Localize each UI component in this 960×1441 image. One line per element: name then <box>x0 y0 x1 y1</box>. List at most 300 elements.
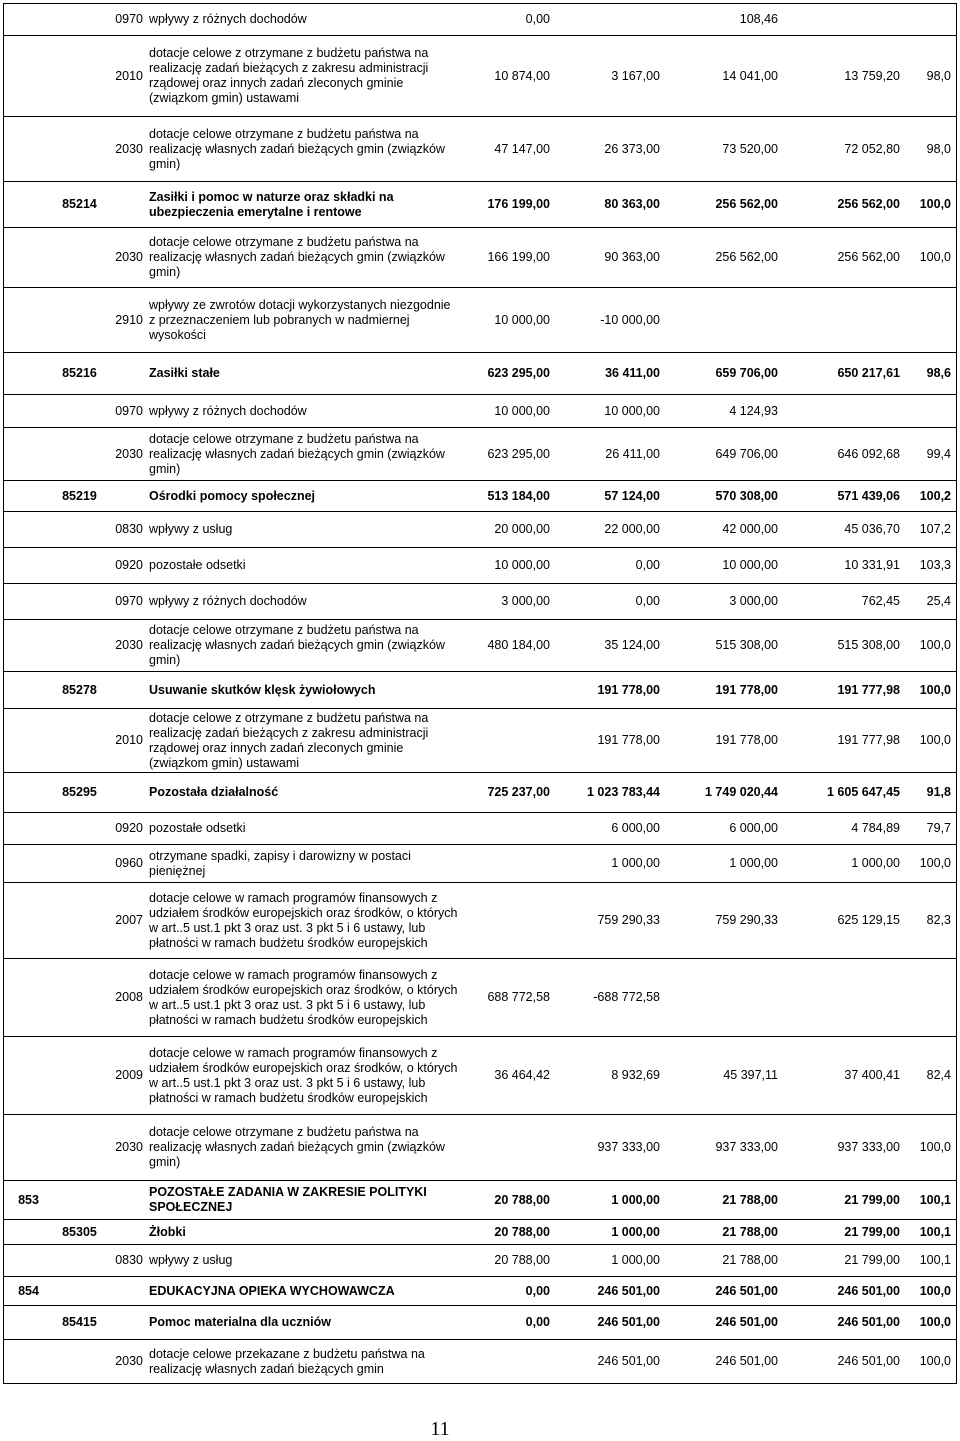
table-row <box>3 1276 957 1305</box>
cell-n3: 191 778,00 <box>715 682 778 697</box>
cell-roz: 85305 <box>62 1224 97 1239</box>
cell-n3: 937 333,00 <box>715 1140 778 1154</box>
table-row <box>3 480 957 511</box>
cell-n2: 26 373,00 <box>604 141 660 156</box>
cell-desc <box>149 395 459 427</box>
cell-n1: 480 184,00 <box>487 638 550 652</box>
cell-roz <box>53 813 106 844</box>
cell-n4: 625 129,15 <box>837 913 900 927</box>
cell-par <box>106 1277 143 1305</box>
cell-n4: 256 562,00 <box>837 250 900 264</box>
description-text: wpływy z różnych dochodów <box>149 12 307 26</box>
cell-n2: 0,00 <box>635 558 660 572</box>
cell-desc <box>149 959 459 1036</box>
cell-n3: 246 501,00 <box>715 1315 778 1329</box>
cell-n1: 10 874,00 <box>494 68 550 83</box>
cell-n1: 10 000,00 <box>494 558 550 572</box>
description-text: dotacje celowe w ramach programów finansowych z udziałem środków europejskich oraz środków, o których w art..5 ust.1 pkt 3 oraz ust. 3 pkt 5 i 6 ustawy, lub płatności w ramach budżetu środków europejskich <box>149 967 458 1027</box>
table-row <box>3 812 957 844</box>
cell-n2: 1 000,00 <box>611 1224 660 1239</box>
cell-desc <box>149 1220 459 1244</box>
cell-par: 2009 <box>115 1068 143 1082</box>
cell-n5: 100,1 <box>919 1253 951 1267</box>
cell-n2: 246 501,00 <box>597 1283 660 1298</box>
description-text: Ośrodki pomocy społecznej <box>149 488 316 503</box>
cell-n2: 1 000,00 <box>611 1192 660 1207</box>
description-text: dotacje celowe przekazane z budżetu państwa na realizację własnych zadań bieżących gmin <box>149 1346 425 1376</box>
cell-n4 <box>778 288 900 352</box>
table-row <box>3 3 957 35</box>
table-row <box>3 287 957 352</box>
cell-roz <box>53 288 106 352</box>
cell-n5: 25,4 <box>926 594 951 608</box>
cell-n4: 10 331,91 <box>844 558 900 572</box>
cell-n5: 100,0 <box>919 1315 951 1329</box>
cell-desc <box>149 672 459 708</box>
cell-n3: 45 397,11 <box>723 1068 778 1082</box>
cell-n3: 3 000,00 <box>729 594 778 608</box>
cell-dz: 853 <box>18 1192 39 1207</box>
cell-n4: 13 759,20 <box>844 68 900 83</box>
cell-n1: 10 000,00 <box>494 312 550 327</box>
description-text: dotacje celowe w ramach programów finansowych z udziałem środków europejskich oraz środków, o których w art..5 ust.1 pkt 3 oraz ust. 3 pkt 5 i 6 ustawy, lub płatności w ramach budżetu środków europejskich <box>149 890 458 950</box>
cell-n4: 1 000,00 <box>851 856 900 870</box>
cell-dz <box>4 117 53 181</box>
cell-par <box>106 1306 143 1339</box>
cell-n3: 256 562,00 <box>715 250 778 264</box>
cell-n5 <box>900 288 951 352</box>
cell-n5: 99,4 <box>926 446 951 461</box>
cell-n4 <box>778 395 900 427</box>
cell-n5: 79,7 <box>926 821 951 835</box>
cell-n4: 246 501,00 <box>837 1354 900 1368</box>
table-row <box>3 1305 957 1339</box>
table-row <box>3 181 957 227</box>
cell-par: 0830 <box>115 1253 143 1267</box>
description-text: dotacje celowe otrzymane z budżetu państwa na realizację własnych zadań bieżących gmin (związków gmin) <box>149 431 445 476</box>
cell-roz: 85216 <box>62 366 97 380</box>
cell-n3: 246 501,00 <box>715 1354 778 1368</box>
cell-dz <box>4 4 53 35</box>
cell-n3: 108,46 <box>739 12 778 26</box>
cell-roz <box>53 845 106 882</box>
cell-n5: 100,0 <box>919 1140 951 1154</box>
cell-n5: 82,3 <box>926 913 951 927</box>
cell-n1: 0,00 <box>525 12 550 26</box>
cell-n2: 26 411,00 <box>605 446 660 461</box>
cell-dz <box>4 548 53 583</box>
cell-n4: 191 777,98 <box>837 733 900 747</box>
cell-n3: 649 706,00 <box>715 446 778 461</box>
cell-dz <box>4 709 53 772</box>
cell-n1: 513 184,00 <box>487 488 550 503</box>
cell-n3: 570 308,00 <box>715 488 778 503</box>
cell-n2: 80 363,00 <box>604 197 660 211</box>
cell-par <box>106 672 143 708</box>
cell-n5: 100,1 <box>919 1224 951 1239</box>
table-row <box>3 1219 957 1244</box>
cell-n4 <box>778 4 900 35</box>
cell-n4: 646 092,68 <box>837 446 900 461</box>
table-row <box>3 1339 957 1383</box>
cell-n3: 1 000,00 <box>729 856 778 870</box>
cell-dz <box>4 1340 53 1383</box>
cell-roz <box>53 428 106 480</box>
cell-n4: 246 501,00 <box>837 1283 900 1298</box>
description-text: dotacje celowe z otrzymane z budżetu państwa na realizację zadań bieżących z zakresu administracji rządowej oraz innych zadań zleconych gminie (związkom gmin) ustawami <box>149 710 429 770</box>
cell-par: 0960 <box>115 856 143 870</box>
cell-n4: 72 052,80 <box>844 141 900 156</box>
cell-n2: 6 000,00 <box>611 821 660 835</box>
cell-n4: 37 400,41 <box>844 1068 900 1082</box>
cell-n1 <box>459 845 550 882</box>
cell-roz <box>53 709 106 772</box>
cell-n4: 256 562,00 <box>837 197 900 211</box>
table-row <box>3 394 957 427</box>
cell-n1: 20 788,00 <box>494 1192 550 1207</box>
cell-n1: 0,00 <box>525 1283 550 1298</box>
description-text: otrzymane spadki, zapisy i darowizny w postaci pieniężnej <box>149 848 411 878</box>
cell-par: 0920 <box>115 558 143 572</box>
cell-n5: 100,0 <box>919 250 951 264</box>
cell-desc <box>149 481 459 511</box>
cell-n3: 21 788,00 <box>722 1192 778 1207</box>
cell-n2: 22 000,00 <box>604 522 660 536</box>
cell-n4: 21 799,00 <box>844 1192 900 1207</box>
description-text: wpływy ze zwrotów dotacji wykorzystanych niezgodnie z przeznaczeniem lub pobranych w nadmiernej wysokości <box>149 297 451 342</box>
cell-n5: 100,2 <box>919 488 951 503</box>
cell-n3: 191 778,00 <box>715 733 778 747</box>
cell-n4: 650 217,61 <box>837 366 900 380</box>
cell-par <box>106 182 143 227</box>
cell-n2: 191 778,00 <box>597 733 660 747</box>
table-row <box>3 427 957 480</box>
cell-par: 2008 <box>115 990 143 1004</box>
cell-desc <box>149 1181 459 1219</box>
description-text: dotacje celowe otrzymane z budżetu państwa na realizację własnych zadań bieżących gmin (związków gmin) <box>149 126 445 171</box>
description-text: wpływy z usług <box>149 522 233 536</box>
cell-n3 <box>660 288 778 352</box>
cell-n1: 20 000,00 <box>494 522 550 536</box>
cell-n3 <box>660 959 778 1036</box>
cell-dz <box>4 228 53 287</box>
table-row <box>3 1244 957 1276</box>
cell-n1: 0,00 <box>525 1315 550 1329</box>
cell-n2 <box>550 4 660 35</box>
cell-n2: 1 000,00 <box>611 856 660 870</box>
cell-n5: 107,2 <box>919 522 951 536</box>
cell-n5: 100,0 <box>919 682 951 697</box>
cell-desc <box>149 620 459 671</box>
table-row <box>3 882 957 958</box>
cell-n1 <box>459 1340 550 1383</box>
cell-n3: 246 501,00 <box>715 1283 778 1298</box>
cell-dz <box>4 1037 53 1114</box>
table-row <box>3 227 957 287</box>
cell-n3: 42 000,00 <box>722 522 778 536</box>
cell-roz <box>53 883 106 958</box>
cell-roz <box>53 117 106 181</box>
cell-n2: 90 363,00 <box>604 250 660 264</box>
cell-n5: 100,0 <box>919 1283 951 1298</box>
description-text: EDUKACYJNA OPIEKA WYCHOWAWCZA <box>149 1283 395 1298</box>
cell-desc <box>149 1306 459 1339</box>
cell-roz: 85214 <box>62 197 97 211</box>
cell-desc <box>149 813 459 844</box>
cell-n2: 246 501,00 <box>597 1354 660 1368</box>
cell-n4: 571 439,06 <box>837 488 900 503</box>
cell-n5 <box>900 4 951 35</box>
cell-n2: 57 124,00 <box>604 488 660 503</box>
cell-n5: 100,0 <box>919 856 951 870</box>
cell-n1: 20 788,00 <box>494 1253 550 1267</box>
cell-n4: 21 799,00 <box>844 1253 900 1267</box>
cell-n1: 20 788,00 <box>494 1224 550 1239</box>
cell-dz <box>4 1115 53 1180</box>
cell-n1: 3 000,00 <box>501 594 550 608</box>
cell-n1: 166 199,00 <box>487 250 550 264</box>
cell-desc <box>149 548 459 583</box>
cell-desc <box>149 1037 459 1114</box>
cell-n4: 45 036,70 <box>844 522 900 536</box>
cell-n4: 191 777,98 <box>837 682 900 697</box>
cell-dz <box>4 883 53 958</box>
cell-n1: 623 295,00 <box>487 366 550 380</box>
cell-par: 0830 <box>115 522 143 536</box>
cell-n5: 98,6 <box>926 366 951 380</box>
cell-n1 <box>459 672 550 708</box>
table-row <box>3 619 957 671</box>
cell-roz <box>53 1037 106 1114</box>
cell-roz <box>53 512 106 547</box>
cell-roz <box>53 228 106 287</box>
cell-n1: 176 199,00 <box>487 197 550 211</box>
table-row <box>3 708 957 772</box>
description-text: Zasiłki i pomoc w naturze oraz składki na ubezpieczenia emerytalne i rentowe <box>149 189 394 219</box>
cell-n4: 21 799,00 <box>844 1224 900 1239</box>
table-row <box>3 772 957 812</box>
cell-n5: 82,4 <box>926 1068 951 1082</box>
cell-dz <box>4 620 53 671</box>
cell-desc <box>149 182 459 227</box>
cell-n4: 937 333,00 <box>837 1140 900 1154</box>
cell-par: 2030 <box>115 250 143 264</box>
description-text: pozostałe odsetki <box>149 558 246 572</box>
cell-par: 0920 <box>115 821 143 835</box>
cell-dz <box>4 182 53 227</box>
table-row <box>3 583 957 619</box>
cell-roz <box>53 1277 106 1305</box>
cell-desc <box>149 1245 459 1276</box>
cell-n2: 759 290,33 <box>597 913 660 927</box>
cell-n1 <box>459 1115 550 1180</box>
cell-n3: 14 041,00 <box>722 68 778 83</box>
cell-n3: 21 788,00 <box>722 1224 778 1239</box>
cell-n2: -10 000,00 <box>600 312 660 327</box>
cell-n5: 103,3 <box>919 558 951 572</box>
cell-dz <box>4 36 53 116</box>
cell-roz: 85295 <box>62 785 97 799</box>
cell-par: 2010 <box>115 68 143 83</box>
cell-dz <box>4 959 53 1036</box>
cell-dz <box>4 845 53 882</box>
cell-n1: 623 295,00 <box>487 446 550 461</box>
description-text: Usuwanie skutków klęsk żywiołowych <box>149 682 376 697</box>
cell-dz <box>4 1220 53 1244</box>
cell-desc <box>149 288 459 352</box>
cell-n4 <box>778 959 900 1036</box>
cell-roz <box>53 4 106 35</box>
cell-dz <box>4 512 53 547</box>
description-text: Pomoc materialna dla uczniów <box>149 1315 331 1329</box>
cell-n1 <box>459 883 550 958</box>
cell-n5: 100,0 <box>919 733 951 747</box>
cell-n3: 1 749 020,44 <box>705 785 778 799</box>
cell-roz: 85415 <box>62 1315 97 1329</box>
cell-par <box>106 1220 143 1244</box>
cell-desc <box>149 883 459 958</box>
cell-desc <box>149 4 459 35</box>
description-text: dotacje celowe otrzymane z budżetu państwa na realizację własnych zadań bieżących gmin (związków gmin) <box>149 623 445 667</box>
description-text: wpływy z różnych dochodów <box>149 403 307 418</box>
cell-n5: 100,0 <box>919 638 951 652</box>
cell-n1: 688 772,58 <box>487 990 550 1004</box>
cell-desc <box>149 428 459 480</box>
cell-par: 2030 <box>115 638 143 652</box>
cell-dz <box>4 672 53 708</box>
cell-roz <box>53 1340 106 1383</box>
cell-n2: 10 000,00 <box>604 403 660 418</box>
description-text: dotacje celowe otrzymane z budżetu państwa na realizację własnych zadań bieżących gmin (związków gmin) <box>149 235 445 279</box>
cell-n4: 246 501,00 <box>837 1315 900 1329</box>
cell-n2: -688 772,58 <box>593 990 660 1004</box>
cell-par: 2007 <box>115 913 143 927</box>
cell-n5: 100,0 <box>919 197 951 211</box>
cell-desc <box>149 36 459 116</box>
cell-roz <box>53 1115 106 1180</box>
page-number: 11 <box>430 1418 450 1440</box>
cell-par: 2010 <box>115 733 143 747</box>
cell-desc <box>149 117 459 181</box>
description-text: Zasiłki stałe <box>149 366 220 380</box>
cell-n5: 100,1 <box>919 1192 951 1207</box>
table-row <box>3 511 957 547</box>
cell-n4: 515 308,00 <box>837 638 900 652</box>
cell-n3: 759 290,33 <box>715 913 778 927</box>
cell-desc <box>149 709 459 772</box>
table-bottom-border <box>3 1383 957 1384</box>
cell-n5 <box>900 959 951 1036</box>
description-text: wpływy z usług <box>149 1253 233 1267</box>
cell-dz <box>4 481 53 511</box>
cell-par: 0970 <box>115 12 143 26</box>
cell-n2: 937 333,00 <box>597 1140 660 1154</box>
cell-n3: 256 562,00 <box>715 197 778 211</box>
description-text: POZOSTAŁE ZADANIA W ZAKRESIE POLITYKI SPOŁECZNEJ <box>149 1185 427 1214</box>
cell-n1: 36 464,42 <box>494 1068 550 1082</box>
cell-n2: 3 167,00 <box>611 68 660 83</box>
description-text: dotacje celowe z otrzymane z budżetu państwa na realizację zadań bieżących z zakresu administracji rządowej oraz innych zadań zleconych gminie (związkom gmin) ustawami <box>149 46 429 105</box>
cell-par: 2910 <box>115 312 143 327</box>
cell-desc <box>149 1277 459 1305</box>
cell-n2: 246 501,00 <box>597 1315 660 1329</box>
table-row <box>3 1036 957 1114</box>
cell-n3: 4 124,93 <box>729 403 778 418</box>
cell-dz <box>4 1306 53 1339</box>
table-row <box>3 958 957 1036</box>
table-row <box>3 844 957 882</box>
cell-n4: 4 784,89 <box>851 821 900 835</box>
cell-dz <box>4 773 53 812</box>
cell-dz: 854 <box>18 1283 39 1298</box>
cell-par: 0970 <box>115 403 143 418</box>
cell-dz <box>4 395 53 427</box>
cell-n5: 98,0 <box>926 141 951 156</box>
cell-n2: 8 932,69 <box>611 1068 660 1082</box>
cell-par: 0970 <box>115 594 143 608</box>
cell-desc <box>149 773 459 812</box>
cell-roz <box>53 548 106 583</box>
cell-n2: 36 411,00 <box>605 366 660 380</box>
description-text: Pozostała działalność <box>149 785 279 799</box>
cell-dz <box>4 428 53 480</box>
cell-roz <box>53 36 106 116</box>
description-text: dotacje celowe otrzymane z budżetu państwa na realizację własnych zadań bieżących gmin (związków gmin) <box>149 1125 445 1169</box>
cell-n1: 725 237,00 <box>487 785 550 799</box>
cell-n3: 21 788,00 <box>722 1253 778 1267</box>
cell-desc <box>149 845 459 882</box>
cell-roz <box>53 1181 106 1219</box>
cell-n4: 1 605 647,45 <box>827 785 900 799</box>
cell-par <box>106 1181 143 1219</box>
cell-roz <box>53 620 106 671</box>
cell-n3: 659 706,00 <box>715 366 778 380</box>
cell-n3: 10 000,00 <box>722 558 778 572</box>
cell-desc <box>149 228 459 287</box>
cell-n5: 98,0 <box>926 68 951 83</box>
cell-roz <box>53 584 106 619</box>
table-row <box>3 35 957 116</box>
table-row <box>3 116 957 181</box>
cell-par: 2030 <box>115 141 143 156</box>
table-row <box>3 1180 957 1219</box>
cell-desc <box>149 1340 459 1383</box>
table-row <box>3 1114 957 1180</box>
cell-dz <box>4 1245 53 1276</box>
cell-roz <box>53 395 106 427</box>
description-text: wpływy z różnych dochodów <box>149 594 307 608</box>
cell-roz <box>53 959 106 1036</box>
cell-dz <box>4 584 53 619</box>
cell-n3: 6 000,00 <box>729 821 778 835</box>
cell-n2: 1 023 783,44 <box>587 785 660 799</box>
cell-par <box>106 481 143 511</box>
cell-n3: 515 308,00 <box>715 638 778 652</box>
cell-n1: 47 147,00 <box>494 141 550 156</box>
cell-n3: 73 520,00 <box>722 141 778 156</box>
cell-n4: 762,45 <box>861 594 900 608</box>
cell-n1 <box>459 709 550 772</box>
cell-n2: 1 000,00 <box>611 1253 660 1267</box>
cell-par <box>106 773 143 812</box>
cell-n2: 191 778,00 <box>597 682 660 697</box>
cell-n5: 91,8 <box>926 785 951 799</box>
cell-n1 <box>459 813 550 844</box>
description-text: Żłobki <box>149 1224 186 1239</box>
description-text: dotacje celowe w ramach programów finansowych z udziałem środków europejskich oraz środków, o których w art..5 ust.1 pkt 3 oraz ust. 3 pkt 5 i 6 ustawy, lub płatności w ramach budżetu środków europejskich <box>149 1045 458 1105</box>
cell-par <box>106 353 143 394</box>
cell-dz <box>4 288 53 352</box>
